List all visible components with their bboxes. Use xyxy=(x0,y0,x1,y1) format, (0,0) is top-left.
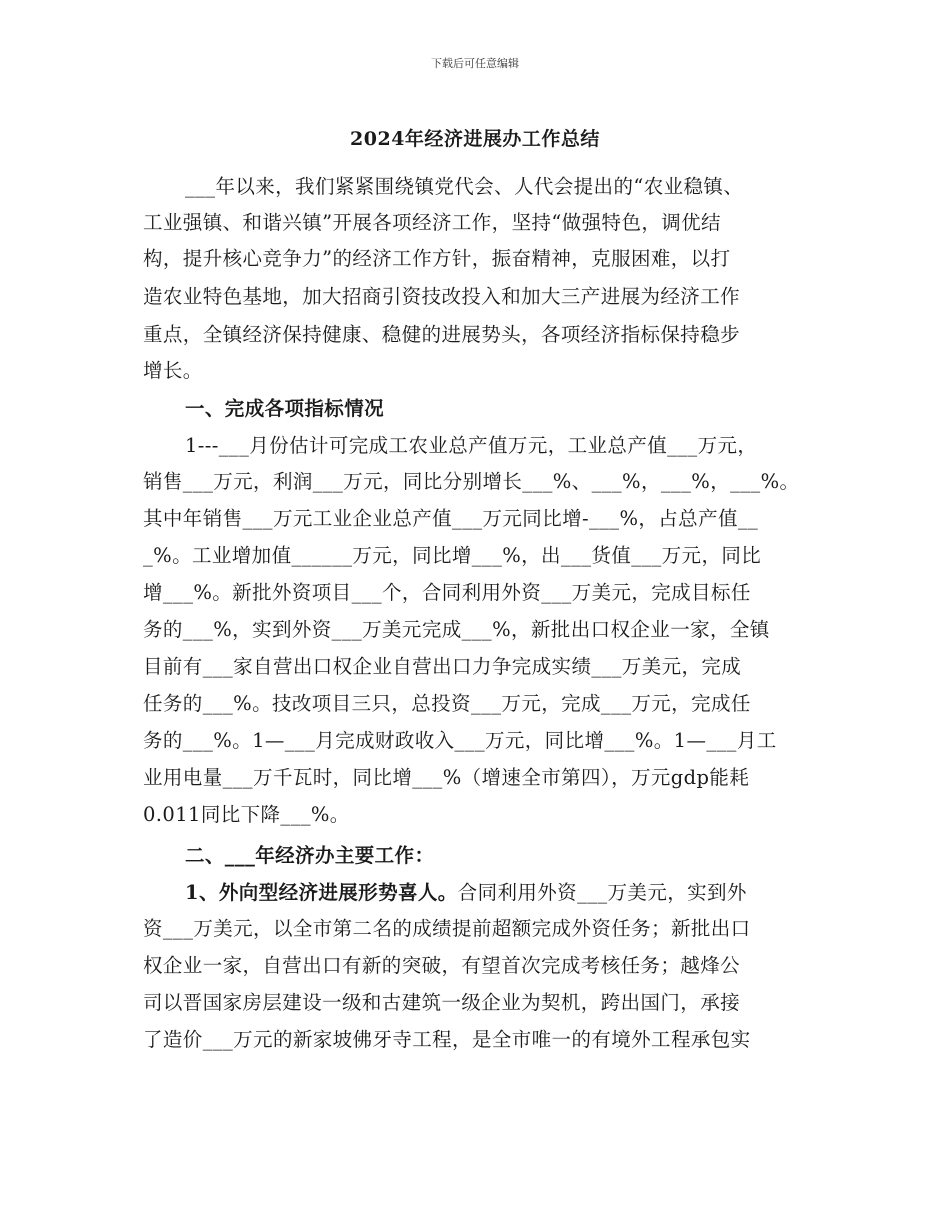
paragraph-line xyxy=(185,878,747,908)
paragraph-line: ___年以来，我们紧紧围绕镇党代会、人代会提出的“农业稳镇、 xyxy=(185,175,744,198)
paragraph-line: 务的___%。1—___月完成财政收入___万元，同比增___%。1—___月工 xyxy=(143,729,777,752)
paragraph-line: 其中年销售___万元工业企业总产值___万元同比增-___%，占总产值__ xyxy=(143,507,759,530)
paragraph-line: 目前有___家自营出口权企业自营出口力争完成实绩___万美元，完成 xyxy=(143,655,742,678)
paragraph-line: 1---___月份估计可完成工农业总产值万元，工业总产值___万元， xyxy=(185,434,758,457)
paragraph-line: 资___万美元，以全市第二名的成绩提前超额完成外资任务；新批出口 xyxy=(143,917,751,940)
paragraph-line: 了造价___万元的新家坡佛牙寺工程，是全市唯一的有境外工程承包实 xyxy=(143,1028,751,1051)
section-heading: 二、___年经济办主要工作： xyxy=(185,844,435,867)
paragraph-text: 合同利用外资___万美元，实到外 xyxy=(457,881,747,904)
section-heading: 一、完成各项指标情况 xyxy=(185,397,385,420)
paragraph-line: 司以晋国家房层建设一级和古建筑一级企业为契机，跨出国门，承接 xyxy=(143,991,741,1014)
header-note: 下载后可任意编辑 xyxy=(431,57,519,70)
document-title: 2024年经济进展办工作总结 xyxy=(350,128,600,150)
paragraph-line: 0.011同比下降___%。 xyxy=(143,803,350,826)
paragraph-line: 工业强镇、和谐兴镇”开展各项经济工作，坚持“做强特色，调优结 xyxy=(143,211,721,234)
paragraph-line: 构，提升核心竞争力”的经济工作方针，振奋精神，克服困难，以打 xyxy=(143,247,731,270)
subsection-lead: 1、外向型经济进展形势喜人。 xyxy=(185,881,458,904)
paragraph-line: 增___%。新批外资项目___个，合同利用外资___万美元，完成目标任 xyxy=(143,581,751,604)
paragraph-line: 任务的___%。技改项目三只，总投资___万元，完成___万元，完成任 xyxy=(143,692,751,715)
paragraph-line: 业用电量___万千瓦时，同比增___%（增速全市第四），万元gdp能耗 xyxy=(143,766,750,789)
paragraph-line: 务的___%，实到外资___万美元完成___%，新批出口权企业一家，全镇 xyxy=(143,618,770,641)
paragraph-line: 销售___万元，利润___万元，同比分别增长___%、___%，___%，___%。 xyxy=(143,470,800,493)
paragraph-line: 增长。 xyxy=(143,359,203,382)
paragraph-line: 造农业特色基地，加大招商引资技改投入和加大三产进展为经济工作 xyxy=(143,285,741,308)
paragraph-line: 重点，全镇经济保持健康、稳健的进展势头，各项经济指标保持稳步 xyxy=(143,323,741,346)
paragraph-line: _%。工业增加值______万元，同比增___%，出___货值___万元，同比 xyxy=(143,544,762,567)
paragraph-line: 权企业一家，自营出口有新的突破，有望首次完成考核任务；越烽公 xyxy=(143,954,741,977)
